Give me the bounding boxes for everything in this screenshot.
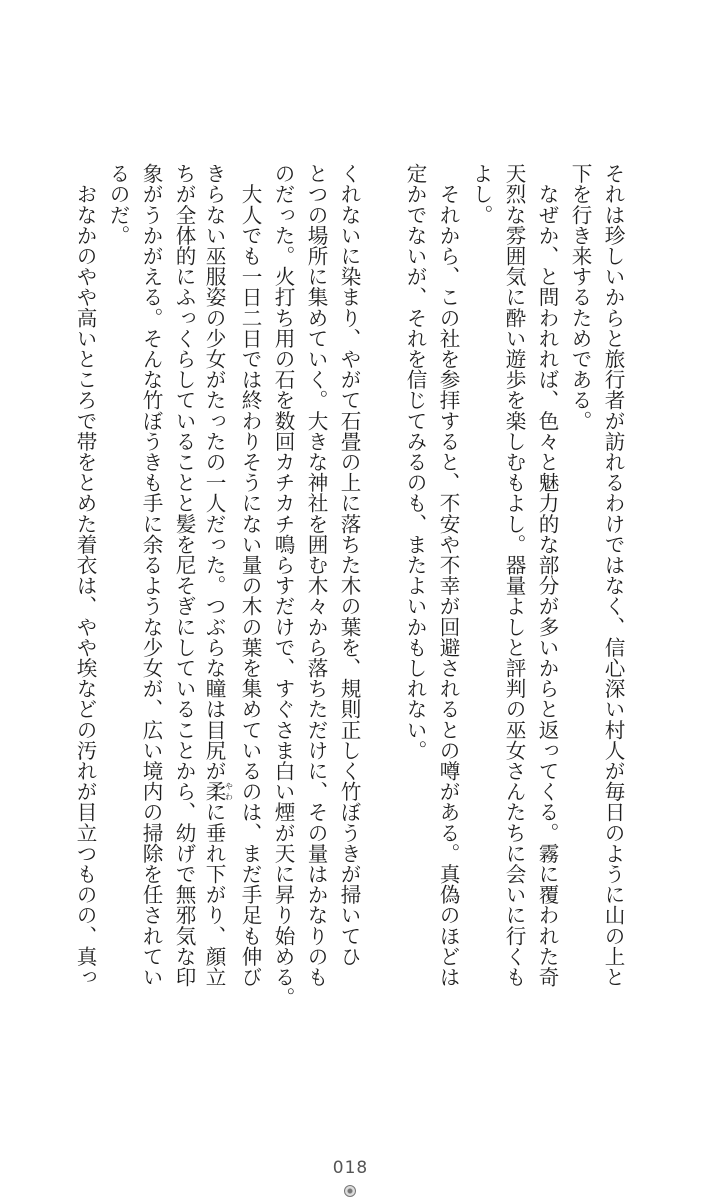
- text-line: 天烈な雰囲気に酔い遊歩を楽しむもよし。器量よしと評判の巫女さんたちに会いに行くも: [502, 163, 526, 987]
- text-line: るのだ。: [106, 163, 130, 246]
- text-line: 下を行き来するためである。: [568, 163, 592, 431]
- ruby-base: 柔: [202, 781, 226, 802]
- text-line: とつの場所に集めていく。大きな神社を囲む木々から落ちただけに、その量はかなりのも: [304, 163, 328, 987]
- ornament-icon: [344, 1185, 356, 1197]
- text-line: それは珍しいからと旅行者が訪れるわけではなく、信心深い村人が毎日のように山の上と: [601, 163, 625, 987]
- text-line: なぜか、と問われれば、色々と魅力的な部分が多いからと返ってくる。霧に覆われた奇: [535, 163, 559, 987]
- ruby-annotation: [202, 781, 234, 802]
- text-line: よし。: [469, 163, 493, 225]
- text-line: それから、この社を参拝すると、不安や不幸が回避されるとの噂がある。真偽のほどは: [436, 163, 460, 987]
- ruby-reading: やわ: [224, 781, 234, 802]
- text-line: くれないに染まり、やがて石畳の上に落ちた木の葉を、規則正しく竹ぼうきが掃いてひ: [337, 163, 361, 967]
- text-line: のだった。火打ち用の石を数回カチカチ鳴らすだけで、すぐさま白い煙が天に昇り始める。: [271, 163, 295, 1008]
- text-segment: に垂れ下がり、顔立: [202, 801, 226, 988]
- text-line: おなかのやや高いところで帯をとめた着衣は、やや埃などの汚れが目立つものの、真っ: [73, 163, 97, 987]
- text-line-with-ruby: [200, 163, 233, 1163]
- text-line: 大人でも一日二日では終わりそうにない量の木の葉を集めているのは、まだ手足も伸び: [238, 163, 262, 987]
- text-segment: きらない巫服姿の少女がたったの一人だった。つぶらな瞳は目尻が: [202, 163, 226, 781]
- blank-line: [365, 163, 398, 1163]
- text-line: 定かでないが、それを信じてみるのも、またよいかもしれない。: [403, 163, 427, 761]
- text-line: 象がうかがえる。そんな竹ぼうきも手に余るような少女が、広い境内の掃除を任されてい: [139, 163, 163, 987]
- text-line: ちが全体的にふっくらしていることと髪を尼そぎにしていることから、幼げで無邪気な印: [172, 163, 196, 987]
- page-number: 018: [332, 1158, 369, 1178]
